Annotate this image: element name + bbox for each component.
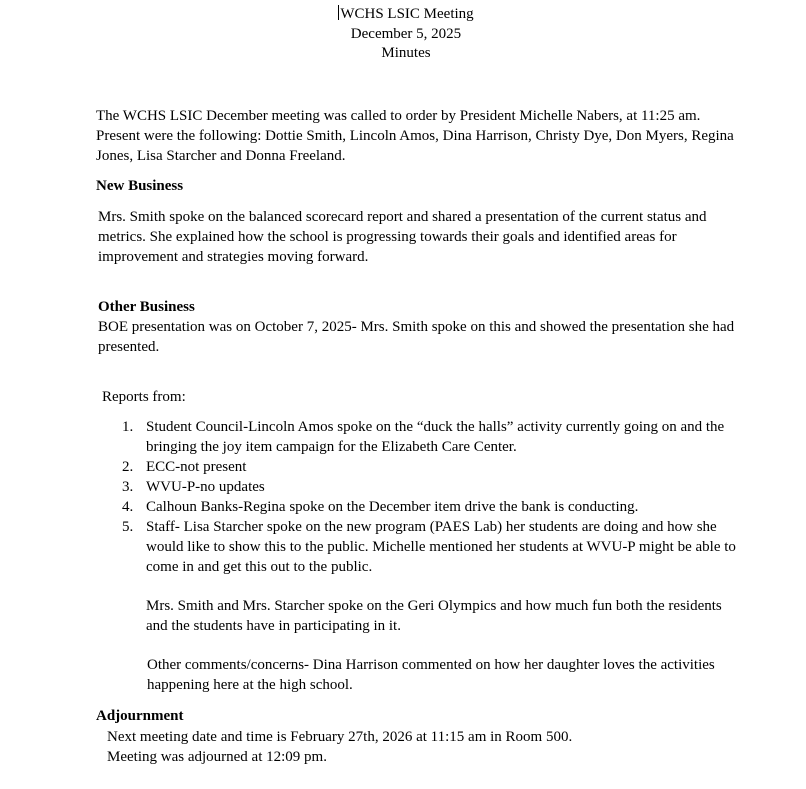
list-item-text: Calhoun Banks-Regina spoke on the December item drive the bank is conducting.	[146, 499, 639, 515]
meeting-date: December 5, 2025	[350, 25, 462, 42]
list-item	[122, 497, 742, 517]
document-header	[0, 5, 806, 64]
list-item-number: 4.	[122, 499, 134, 515]
list-item-text: Student Council-Lincoln Amos spoke on the “duck the halls” activity currently going on and the bringing the joy item campaign for the Elizabeth Care Center.	[146, 419, 725, 455]
other-business-heading: Other Business	[98, 299, 195, 315]
list-item-text: WVU-P-no updates	[146, 479, 265, 495]
adjournment-paragraph	[107, 727, 707, 767]
new-business-heading: New Business	[96, 178, 184, 194]
adjournment-heading: Adjournment	[96, 708, 184, 724]
list-item-number: 5.	[122, 519, 134, 535]
list-item	[122, 477, 742, 497]
reports-sub-paragraph-geri-olympics: Mrs. Smith and Mrs. Starcher spoke on the Geri Olympics and how much fun both the residents and the students have in participating in it.	[146, 598, 722, 634]
new-business-paragraph: Mrs. Smith spoke on the balanced scorecard report and shared a presentation of the current status and metrics. She explained how the school is progressing towards their goals and identified areas for improvement and strategies moving forward.	[98, 209, 707, 265]
reports-list	[122, 417, 742, 577]
reports-title: Reports from:	[102, 389, 186, 405]
list-item	[122, 517, 742, 577]
minutes-subtitle: Minutes	[381, 45, 431, 61]
meeting-title-line	[0, 5, 806, 25]
meeting-title: WCHS LSIC Meeting	[340, 6, 474, 22]
reports-sub-paragraph-comments: Other comments/concerns- Dina Harrison commented on how her daughter loves the activities happening here at the high school.	[147, 657, 715, 693]
next-meeting-line: Next meeting date and time is February 27th, 2026 at 11:15 am in Room 500.	[107, 729, 573, 745]
list-item	[122, 457, 742, 477]
list-item-text: Staff- Lisa Starcher spoke on the new program (PAES Lab) her students are doing and how she would like to show this to the public. Michelle mentioned her students at WVU-P might be able to come in and get this out to the public.	[146, 519, 736, 575]
list-item-text: ECC-not present	[146, 459, 247, 475]
list-item	[122, 417, 742, 457]
list-item-number: 3.	[122, 479, 134, 495]
list-item-number: 1.	[122, 419, 134, 435]
intro-paragraph: The WCHS LSIC December meeting was called to order by President Michelle Nabers, at 11:25 am. Present were the following: Dottie Smith, Lincoln Amos, Dina Harrison, Christy Dye, Don Myers, Regina Jones, Lisa Starcher and Donna Freeland.	[96, 108, 734, 164]
other-business-paragraph: BOE presentation was on October 7, 2025- Mrs. Smith spoke on this and showed the presentation she had presented.	[98, 319, 735, 355]
adjourned-line: Meeting was adjourned at 12:09 pm.	[107, 749, 327, 765]
list-item-number: 2.	[122, 459, 134, 475]
